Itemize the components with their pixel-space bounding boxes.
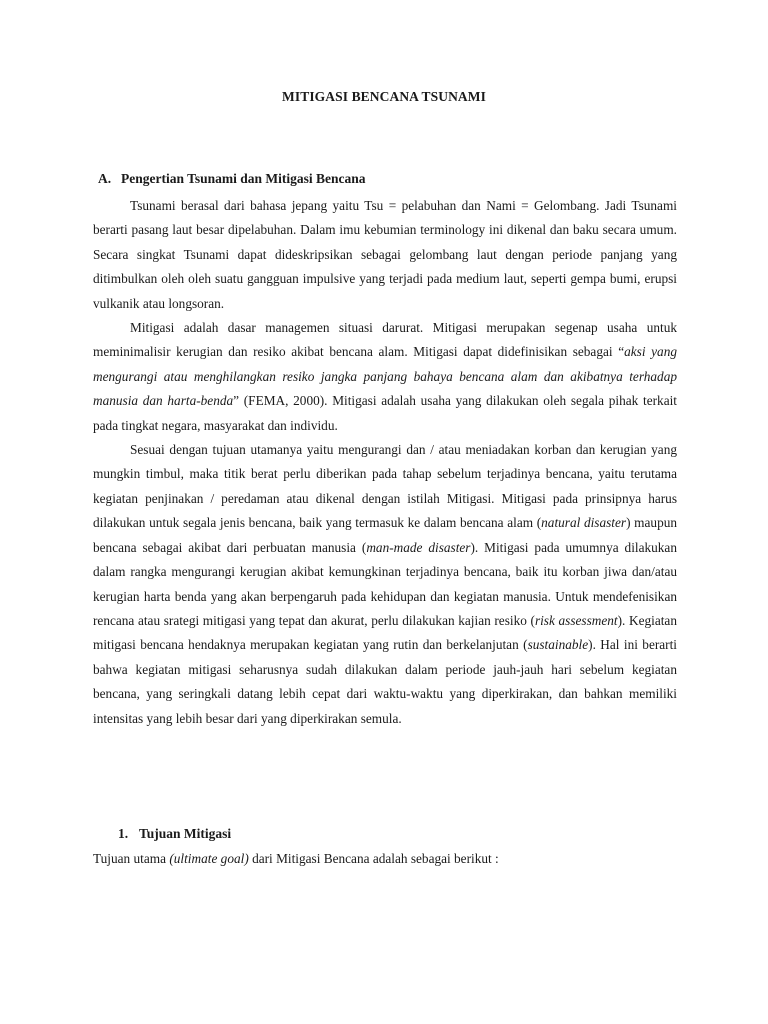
italic-term: man-made disaster <box>366 539 471 555</box>
text-run: ” (FEMA, 2000). Mitigasi adalah usaha yang dilakukan oleh segala pihak terkait pada tingkat negara, masyarakat dan individu. <box>93 393 677 433</box>
section-marker-a: A. <box>98 171 112 186</box>
italic-term: sustainable <box>527 637 589 653</box>
text-run: dari Mitigasi Bencana adalah sebagai berikut : <box>248 851 499 866</box>
text-run: ). Mitigasi pada umumnya dilakukan dalam rangka mengurangi kerugian akibat kemungkinan terjadinya bencana, baik itu korban jiwa dan/atau kerugian harta benda yang akan berpengaruh pada kehidupan dan kegiatan manusia. Untuk mendefenisikan rencana atau srategi mitigasi yang tepat dan akurat, perlu dilakukan kajian resiko ( <box>93 539 677 628</box>
italic-term: (ultimate goal) <box>169 851 249 866</box>
text-run: ). Kegiatan mitigasi bencana hendaknya merupakan kegiatan yang rutin dan berkelanjutan ( <box>93 612 677 653</box>
section-heading-1 <box>118 826 231 842</box>
italic-term: natural disaster <box>541 515 627 531</box>
section-marker-1: 1. <box>118 826 129 841</box>
section-heading-a-text: Pengertian Tsunami dan Mitigasi Bencana <box>121 171 366 186</box>
italic-term: risk assessment <box>534 612 618 628</box>
text-run: ). Hal ini berarti bahwa kegiatan mitigasi seharusnya sudah dilakukan dalam periode jauh-jauh hari sebelum kegiatan bencana, yang seringkali datang lebih cepat dari waktu-waktu yang diperkirakan, dan bahkan memiliki intensitas yang lebih besar dari yang diperkirakan semula. <box>93 637 677 726</box>
paragraph-mitigasi-definition <box>93 316 677 438</box>
text-run: Tujuan utama <box>93 851 170 866</box>
italic-quote: aksi yang mengurangi atau menghilangkan resiko jangka panjang bahaya bencana alam dan akibatnya terhadap manusia dan harta-benda <box>93 344 677 409</box>
section-heading-a <box>95 171 366 187</box>
body-text <box>93 194 677 731</box>
text-run: Sesuai dengan tujuan utamanya yaitu mengurangi dan / atau meniadakan korban dan kerugian yang mungkin timbul, maka titik berat perlu diberikan pada tahap sebelum terjadinya bencana, yaitu terutama kegiatan penjinakan / peredaman atau dikenal dengan istilah Mitigasi. Mitigasi pada prinsipnya harus dilakukan untuk segala jenis bencana, baik yang termasuk ke dalam bencana alam ( <box>93 442 677 531</box>
paragraph-mitigasi-purpose <box>93 438 677 731</box>
paragraph-tsunami-definition: Tsunami berasal dari bahasa jepang yaitu Tsu = pelabuhan dan Nami = Gelombang. Jadi Tsunami berarti pasang laut besar dipelabuhan. Dalam imu kebumian terminology ini dikenal dan baku secara umum. Secara singkat Tsunami dapat dideskripsikan sebagai gelombang laut dengan periode panjang yang ditimbulkan oleh oleh suatu gangguan impulsive yang terjadi pada medium laut, seperti gempa bumi, erupsi vulkanik atau longsoran. <box>93 198 677 311</box>
text-run: ) maupun bencana sebagai akibat dari perbuatan manusia ( <box>93 515 678 555</box>
document-title: MITIGASI BENCANA TSUNAMI <box>282 89 486 104</box>
paragraph-tujuan-utama <box>93 851 677 867</box>
section-heading-1-text: Tujuan Mitigasi <box>139 826 232 841</box>
text-run: Mitigasi adalah dasar managemen situasi darurat. Mitigasi merupakan segenap usaha untuk meminimalisir kerugian dan resiko akibat bencana alam. Mitigasi dapat didefinisikan sebagai “ <box>93 320 677 360</box>
